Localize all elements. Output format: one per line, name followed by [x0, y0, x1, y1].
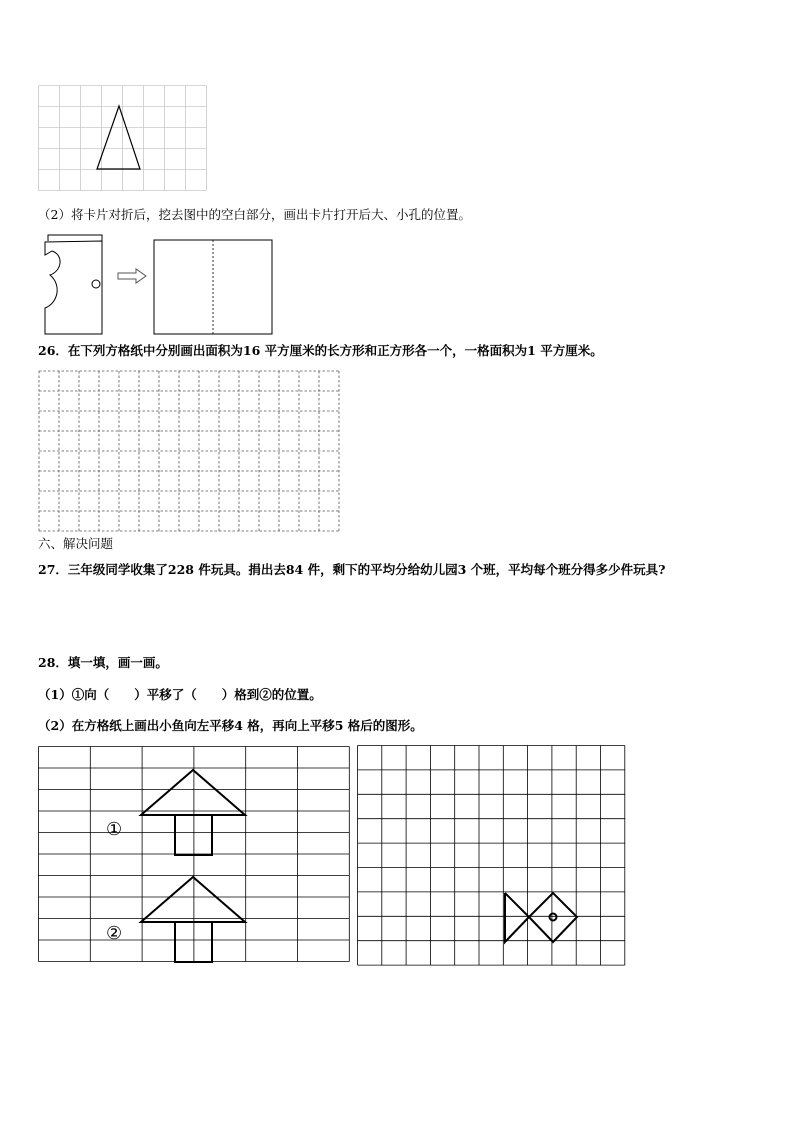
- label-2: ②: [106, 923, 123, 944]
- card-back-edge: [48, 235, 102, 241]
- folded-card-figure: [40, 233, 280, 335]
- triangle-shape: [97, 106, 140, 169]
- arrow-icon: [118, 269, 146, 283]
- q25-2-text: （2）将卡片对折后，挖去图中的空白部分，画出卡片打开后大、小孔的位置。: [38, 207, 471, 222]
- opened-card: [154, 240, 272, 334]
- translation-grid: [38, 746, 350, 964]
- dashed-square-grid: [38, 370, 340, 531]
- label-1: ①: [106, 819, 123, 840]
- fish-grid: [357, 745, 627, 967]
- fish-shape: [505, 893, 577, 942]
- shape1-roof: [141, 770, 245, 815]
- q28-sub1: （1）①向（ ）平移了（ ）格到②的位置。: [38, 687, 322, 702]
- fish-eye: [550, 914, 557, 921]
- q28-text: 28．填一填，画一画。: [38, 655, 168, 670]
- shape2-roof: [141, 877, 245, 922]
- section-title: 六、解决问题: [38, 536, 114, 551]
- small-hole: [92, 280, 100, 288]
- q26-text: 26．在下列方格纸中分别画出面积为16 平方厘米的长方形和正方形各一个，一格面积为1 平方厘米。: [38, 343, 603, 358]
- q28-sub2: （2）在方格纸上画出小鱼向左平移4 格，再向上平移5 格后的图形。: [38, 718, 423, 733]
- triangle-grid: [38, 85, 208, 191]
- q27-text: 27．三年级同学收集了228 件玩具。捐出去84 件，剩下的平均分给幼儿园3 个班，平均每个班分得多少件玩具?: [38, 562, 666, 577]
